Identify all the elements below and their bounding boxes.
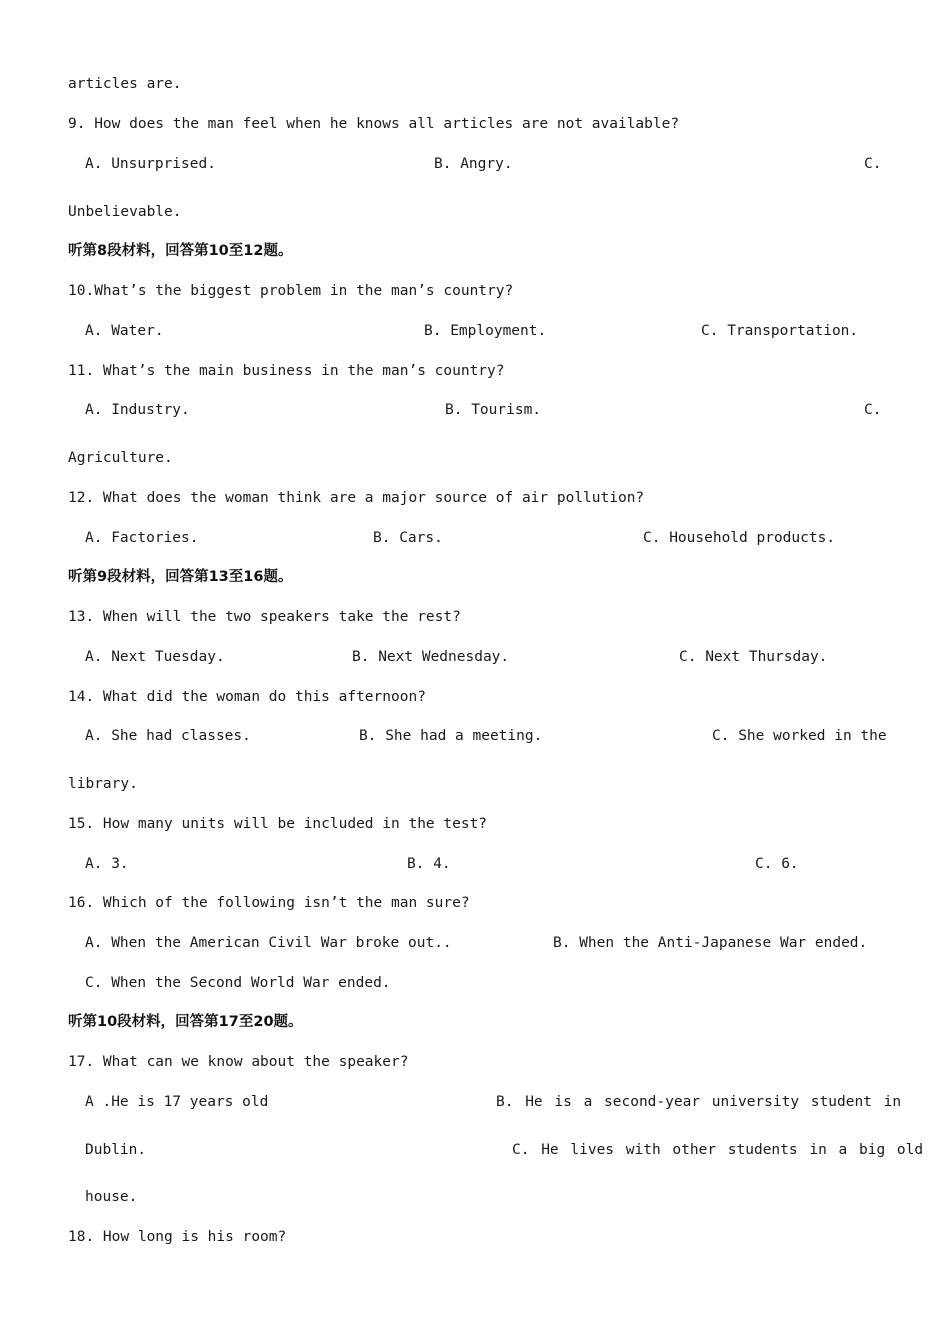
- text-line: articles are.: [68, 76, 182, 92]
- option-14c: C. She worked in the: [712, 728, 887, 744]
- option-11c: C.: [864, 402, 882, 418]
- question-16: 16. Which of the following isn’t the man sure?: [68, 895, 470, 911]
- option-11a: A. Industry.: [85, 402, 190, 418]
- question-14: 14. What did the woman do this afternoon?: [68, 689, 426, 705]
- question-15: 15. How many units will be included in the test?: [68, 816, 488, 832]
- option-9c-continued: Unbelievable.: [68, 204, 182, 220]
- section-heading-9: 听第9段材料，回答第13至16题。: [68, 569, 293, 585]
- option-17c-continued: house.: [85, 1189, 138, 1205]
- option-11c-continued: Agriculture.: [68, 450, 173, 466]
- option-15b: B. 4.: [407, 856, 451, 872]
- option-9c: C.: [864, 156, 882, 172]
- option-17c: C. He lives with other students in a big old: [512, 1142, 924, 1158]
- section-heading-10: 听第10段材料，回答第17至20题。: [68, 1014, 303, 1030]
- option-15a: A. 3.: [85, 856, 129, 872]
- option-16a: A. When the American Civil War broke out..: [85, 935, 452, 951]
- option-17b-continued: Dublin.: [85, 1142, 147, 1158]
- option-12a: A. Factories.: [85, 530, 199, 546]
- option-14b: B. She had a meeting.: [359, 728, 543, 744]
- option-13b: B. Next Wednesday.: [352, 649, 510, 665]
- question-12: 12. What does the woman think are a major source of air pollution?: [68, 490, 645, 506]
- option-10b: B. Employment.: [424, 323, 547, 339]
- question-17: 17. What can we know about the speaker?: [68, 1054, 409, 1070]
- option-9a: A. Unsurprised.: [85, 156, 216, 172]
- section-heading-8: 听第8段材料，回答第10至12题。: [68, 243, 293, 259]
- option-14c-continued: library.: [68, 776, 138, 792]
- option-16c: C. When the Second World War ended.: [85, 975, 391, 991]
- option-11b: B. Tourism.: [445, 402, 542, 418]
- option-10a: A. Water.: [85, 323, 164, 339]
- option-17b: B. He is a second-year university student in: [496, 1094, 902, 1110]
- option-14a: A. She had classes.: [85, 728, 251, 744]
- option-16b: B. When the Anti-Japanese War ended.: [553, 935, 868, 951]
- question-13: 13. When will the two speakers take the rest?: [68, 609, 461, 625]
- option-17a: A .He is 17 years old: [85, 1094, 269, 1110]
- option-10c: C. Transportation.: [701, 323, 859, 339]
- question-10: 10.What’s the biggest problem in the man’s country?: [68, 283, 514, 299]
- option-15c: C. 6.: [755, 856, 799, 872]
- option-9b: B. Angry.: [434, 156, 513, 172]
- option-13a: A. Next Tuesday.: [85, 649, 225, 665]
- question-9: 9. How does the man feel when he knows all articles are not available?: [68, 116, 680, 132]
- question-11: 11. What’s the main business in the man’s country?: [68, 363, 505, 379]
- question-18: 18. How long is his room?: [68, 1229, 287, 1245]
- option-13c: C. Next Thursday.: [679, 649, 828, 665]
- option-12c: C. Household products.: [643, 530, 836, 546]
- option-12b: B. Cars.: [373, 530, 443, 546]
